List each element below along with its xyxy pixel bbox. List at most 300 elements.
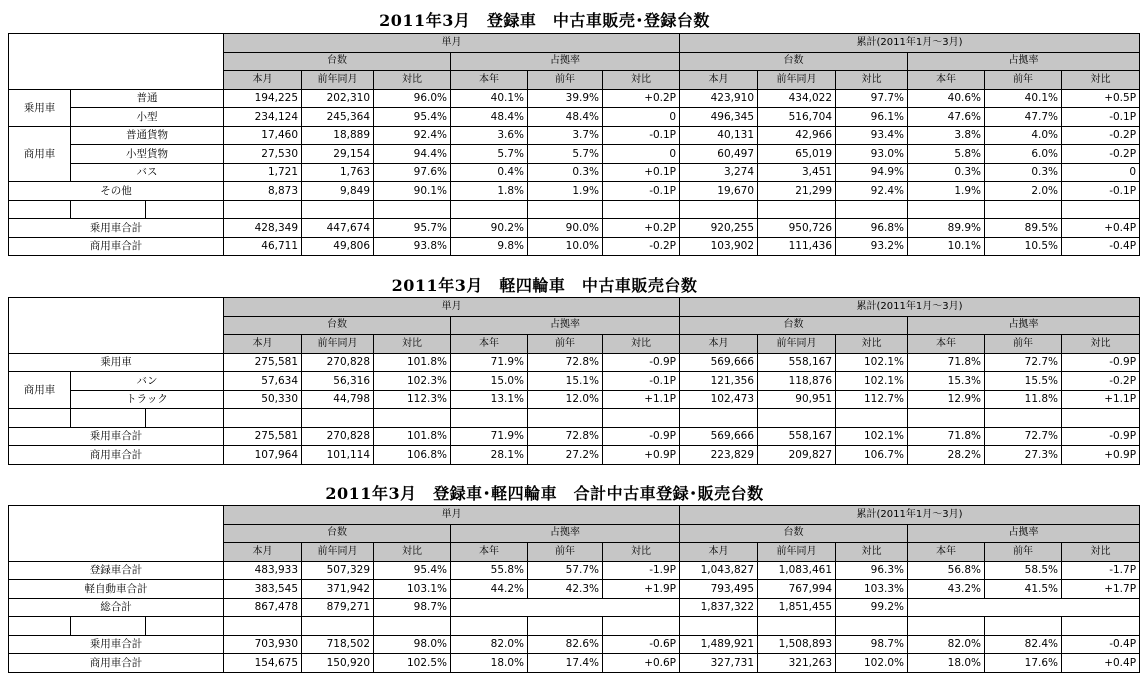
row-sublabel: トラック: [71, 390, 224, 409]
cell-c-prev: 209,827: [758, 446, 836, 465]
cell-c-this: 103,902: [680, 237, 758, 256]
spacer-cell: [528, 409, 603, 428]
header-prev-year: 前年: [528, 543, 603, 562]
table-row: [9, 635, 1140, 654]
cell-c-ratio: 102.1%: [836, 372, 908, 391]
spacer-cell: [758, 617, 836, 636]
header-corner: [9, 298, 224, 354]
cell-c-sy: 56.8%: [908, 561, 985, 580]
cell-m-this: 17,460: [224, 126, 302, 145]
cell-m-sr: 0: [603, 145, 680, 164]
header-units: 台数: [224, 52, 451, 71]
cell-c-sr: +0.9P: [1062, 446, 1140, 465]
cell-c-sp: 2.0%: [985, 182, 1062, 201]
cell-c-sy: 40.6%: [908, 89, 985, 108]
cell-m-sr: -0.1P: [603, 126, 680, 145]
cell-c-sy: 12.9%: [908, 390, 985, 409]
row-label: 乗用車合計: [9, 635, 224, 654]
spacer-cell: [603, 200, 680, 219]
spacer-cell: [146, 409, 224, 428]
cell-c-ratio: 93.0%: [836, 145, 908, 164]
cell-m-sy: 9.8%: [451, 237, 528, 256]
cell-c-sp: 17.6%: [985, 654, 1062, 673]
cell-m-sp: 39.9%: [528, 89, 603, 108]
spacer-cell: [1062, 200, 1140, 219]
cell-m-this: 383,545: [224, 580, 302, 599]
cell-c-prev: 558,167: [758, 427, 836, 446]
cell-c-this: 423,910: [680, 89, 758, 108]
spacer-cell: [908, 200, 985, 219]
spacer-cell: [9, 617, 71, 636]
header-share: 占拠率: [908, 524, 1140, 543]
cell-m-sy: 1.8%: [451, 182, 528, 201]
cell-m-sr: +0.1P: [603, 163, 680, 182]
header-prev-year-month: 前年同月: [758, 335, 836, 354]
cell-m-sr: -0.9P: [603, 427, 680, 446]
table-row: [9, 390, 1140, 409]
header-this-year: 本年: [451, 335, 528, 354]
cell-c-this: 3,274: [680, 163, 758, 182]
cell-m-prev: 1,763: [302, 163, 374, 182]
spacer-cell: [908, 409, 985, 428]
cell-c-ratio: 102.1%: [836, 427, 908, 446]
cell-m-this: 234,124: [224, 108, 302, 127]
cell-c-prev: 1,083,461: [758, 561, 836, 580]
spacer-cell: [146, 200, 224, 219]
cell-c-prev: 42,966: [758, 126, 836, 145]
cell-m-sp: 72.8%: [528, 427, 603, 446]
cell-c-prev: 65,019: [758, 145, 836, 164]
table-row: [9, 561, 1140, 580]
spacer-cell: [302, 200, 374, 219]
table-row: [9, 237, 1140, 256]
cell-m-this: 1,721: [224, 163, 302, 182]
cell-c-sp: 58.5%: [985, 561, 1062, 580]
cell-m-sp: 27.2%: [528, 446, 603, 465]
cell-c-sp: 40.1%: [985, 89, 1062, 108]
header-this-month: 本月: [680, 335, 758, 354]
group-label-passenger: 乗用車: [9, 89, 71, 126]
cell-m-this: 867,478: [224, 598, 302, 617]
table-row: [9, 598, 1140, 617]
cell-m-prev: 101,114: [302, 446, 374, 465]
cell-m-prev: 150,920: [302, 654, 374, 673]
spacer-cell: [224, 409, 302, 428]
cell-m-sy: 40.1%: [451, 89, 528, 108]
header-ratio: 対比: [374, 543, 451, 562]
cell-c-this: 496,345: [680, 108, 758, 127]
cell-c-sp: 47.7%: [985, 108, 1062, 127]
cell-m-ratio: 95.4%: [374, 108, 451, 127]
cell-c-sr: -1.7P: [1062, 561, 1140, 580]
cell-c-sp: 41.5%: [985, 580, 1062, 599]
cell-c-prev: 118,876: [758, 372, 836, 391]
row-label: 商用車合計: [9, 446, 224, 465]
header-corner: [9, 506, 224, 562]
cell-m-sy: 3.6%: [451, 126, 528, 145]
cell-m-sy: 13.1%: [451, 390, 528, 409]
cell-m-ratio: 101.8%: [374, 353, 451, 372]
row-label: 商用車合計: [9, 654, 224, 673]
cell-c-sp: 15.5%: [985, 372, 1062, 391]
cell-c-sr: -0.9P: [1062, 427, 1140, 446]
cell-m-sp: 48.4%: [528, 108, 603, 127]
header-share: 占拠率: [908, 316, 1140, 335]
cell-m-sr: 0: [603, 108, 680, 127]
cell-c-sy: 10.1%: [908, 237, 985, 256]
spacer-cell: [836, 409, 908, 428]
spacer-cell: [985, 200, 1062, 219]
table-row: [9, 145, 1140, 164]
header-this-year: 本年: [451, 543, 528, 562]
cell-m-prev: 507,329: [302, 561, 374, 580]
cell-m-sr: +0.9P: [603, 446, 680, 465]
spacer-cell: [528, 617, 603, 636]
spacer-cell: [758, 409, 836, 428]
header-cumulative: 累計(2011年1月～3月): [680, 298, 1140, 317]
cell-c-prev: 321,263: [758, 654, 836, 673]
cell-m-ratio: 90.1%: [374, 182, 451, 201]
header-share: 占拠率: [451, 524, 680, 543]
cell-m-sy: 90.2%: [451, 219, 528, 238]
cell-m-sy: 71.9%: [451, 427, 528, 446]
cell-m-sr: +1.1P: [603, 390, 680, 409]
cell-m-ratio: 98.0%: [374, 635, 451, 654]
kei-vehicles-table: [8, 297, 1140, 465]
header-share: 占拠率: [451, 52, 680, 71]
cell-m-ratio: 92.4%: [374, 126, 451, 145]
cell-m-this: 46,711: [224, 237, 302, 256]
spacer-cell: [603, 409, 680, 428]
cell-m-prev: 49,806: [302, 237, 374, 256]
cell-c-ratio: 96.3%: [836, 561, 908, 580]
spacer-cell: [302, 409, 374, 428]
cell-c-sy: 15.3%: [908, 372, 985, 391]
header-units: 台数: [224, 524, 451, 543]
header-prev-year-month: 前年同月: [758, 71, 836, 90]
cell-c-this: 102,473: [680, 390, 758, 409]
group-label-commercial: 商用車: [9, 372, 71, 409]
cell-c-sr: +0.4P: [1062, 654, 1140, 673]
cell-c-ratio: 94.9%: [836, 163, 908, 182]
row-label: 乗用車合計: [9, 427, 224, 446]
spacer-cell: [71, 617, 146, 636]
cell-m-ratio: 97.6%: [374, 163, 451, 182]
cell-m-sp: 42.3%: [528, 580, 603, 599]
spacer-cell: [528, 200, 603, 219]
cell-m-prev: 202,310: [302, 89, 374, 108]
row-label: 商用車合計: [9, 237, 224, 256]
cell-c-sr: +1.1P: [1062, 390, 1140, 409]
cell-m-this: 483,933: [224, 561, 302, 580]
row-label: 登録車合計: [9, 561, 224, 580]
cell-c-this: 223,829: [680, 446, 758, 465]
table-row: [9, 219, 1140, 238]
header-this-month: 本月: [224, 543, 302, 562]
cell-c-ratio: 102.1%: [836, 353, 908, 372]
row-sublabel: バン: [71, 372, 224, 391]
cell-c-sr: +0.5P: [1062, 89, 1140, 108]
cell-c-sr: -0.1P: [1062, 182, 1140, 201]
section3-title: 2011年3月 登録車･軽四輪車 合計中古車登録･販売台数: [325, 484, 764, 503]
spacer-cell: [9, 409, 71, 428]
cell-m-prev: 718,502: [302, 635, 374, 654]
table-row: [9, 353, 1140, 372]
spacer-cell: [146, 617, 224, 636]
group-label-commercial: 商用車: [9, 126, 71, 182]
cell-m-this: 154,675: [224, 654, 302, 673]
header-units: 台数: [680, 52, 908, 71]
header-prev-year: 前年: [985, 71, 1062, 90]
header-prev-year: 前年: [985, 335, 1062, 354]
row-label: その他: [9, 182, 224, 201]
cell-m-prev: 879,271: [302, 598, 374, 617]
cell-m-ratio: 101.8%: [374, 427, 451, 446]
cell-m-sp: 17.4%: [528, 654, 603, 673]
cell-m-sr: -0.1P: [603, 182, 680, 201]
spacer-cell: [374, 617, 451, 636]
row-sublabel: 普通貨物: [71, 126, 224, 145]
cell-c-prev: 516,704: [758, 108, 836, 127]
cell-c-prev: 3,451: [758, 163, 836, 182]
header-ratio: 対比: [603, 543, 680, 562]
cell-c-sy: 71.8%: [908, 427, 985, 446]
cell-m-this: 194,225: [224, 89, 302, 108]
cell-m-sy: 0.4%: [451, 163, 528, 182]
cell-m-sp: 90.0%: [528, 219, 603, 238]
cell-m-sr: +0.2P: [603, 219, 680, 238]
cell-c-prev: 950,726: [758, 219, 836, 238]
header-prev-year-month: 前年同月: [302, 335, 374, 354]
cell-m-prev: 18,889: [302, 126, 374, 145]
table-row: [9, 446, 1140, 465]
header-cumulative: 累計(2011年1月～3月): [680, 34, 1140, 53]
header-ratio: 対比: [1062, 71, 1140, 90]
cell-m-ratio: 103.1%: [374, 580, 451, 599]
cell-c-ratio: 99.2%: [836, 598, 908, 617]
cell-c-ratio: 102.0%: [836, 654, 908, 673]
empty-share-cell: [908, 598, 1140, 617]
cell-c-ratio: 98.7%: [836, 635, 908, 654]
header-this-year: 本年: [908, 543, 985, 562]
cell-m-sp: 5.7%: [528, 145, 603, 164]
cell-c-sy: 3.8%: [908, 126, 985, 145]
cell-c-ratio: 96.1%: [836, 108, 908, 127]
cell-m-ratio: 98.7%: [374, 598, 451, 617]
cell-m-this: 275,581: [224, 427, 302, 446]
cell-c-this: 920,255: [680, 219, 758, 238]
cell-c-sy: 5.8%: [908, 145, 985, 164]
spacer-cell: [451, 200, 528, 219]
cell-m-sy: 15.0%: [451, 372, 528, 391]
table-row: [9, 427, 1140, 446]
cell-m-sp: 72.8%: [528, 353, 603, 372]
table-row: [9, 372, 1140, 391]
header-ratio: 対比: [836, 71, 908, 90]
cell-m-sy: 82.0%: [451, 635, 528, 654]
cell-c-ratio: 106.7%: [836, 446, 908, 465]
cell-m-sy: 18.0%: [451, 654, 528, 673]
header-this-month: 本月: [224, 335, 302, 354]
cell-m-sp: 15.1%: [528, 372, 603, 391]
cell-m-this: 275,581: [224, 353, 302, 372]
cell-c-sr: -0.1P: [1062, 108, 1140, 127]
cell-m-ratio: 112.3%: [374, 390, 451, 409]
cell-c-prev: 767,994: [758, 580, 836, 599]
spacer-cell: [758, 200, 836, 219]
header-single-month: 単月: [224, 298, 680, 317]
cell-c-prev: 434,022: [758, 89, 836, 108]
cell-c-sy: 43.2%: [908, 580, 985, 599]
cell-c-prev: 1,851,455: [758, 598, 836, 617]
header-this-year: 本年: [908, 71, 985, 90]
header-this-year: 本年: [451, 71, 528, 90]
cell-c-prev: 90,951: [758, 390, 836, 409]
cell-m-prev: 9,849: [302, 182, 374, 201]
cell-c-sp: 82.4%: [985, 635, 1062, 654]
cell-c-sy: 1.9%: [908, 182, 985, 201]
combined-vehicles-table: [8, 505, 1140, 673]
row-sublabel: 普通: [71, 89, 224, 108]
spacer-cell: [985, 409, 1062, 428]
row-label: 乗用車合計: [9, 219, 224, 238]
spacer-cell: [302, 617, 374, 636]
header-prev-year: 前年: [528, 335, 603, 354]
header-single-month: 単月: [224, 506, 680, 525]
cell-c-sr: -0.4P: [1062, 635, 1140, 654]
cell-m-sr: -1.9P: [603, 561, 680, 580]
table-row: [9, 580, 1140, 599]
cell-m-sp: 82.6%: [528, 635, 603, 654]
cell-m-sy: 5.7%: [451, 145, 528, 164]
cell-c-this: 1,043,827: [680, 561, 758, 580]
cell-m-this: 50,330: [224, 390, 302, 409]
cell-c-ratio: 97.7%: [836, 89, 908, 108]
cell-c-this: 1,489,921: [680, 635, 758, 654]
header-ratio: 対比: [374, 71, 451, 90]
cell-m-this: 428,349: [224, 219, 302, 238]
spacer-cell: [224, 200, 302, 219]
cell-m-this: 27,530: [224, 145, 302, 164]
cell-m-prev: 44,798: [302, 390, 374, 409]
section2-title: 2011年3月 軽四輪車 中古車販売台数: [391, 276, 698, 295]
cell-c-this: 19,670: [680, 182, 758, 201]
spacer-cell: [1062, 617, 1140, 636]
cell-c-this: 1,837,322: [680, 598, 758, 617]
cell-c-this: 793,495: [680, 580, 758, 599]
header-prev-year: 前年: [985, 543, 1062, 562]
cell-c-ratio: 92.4%: [836, 182, 908, 201]
cell-m-sp: 12.0%: [528, 390, 603, 409]
cell-m-sp: 57.7%: [528, 561, 603, 580]
header-share: 占拠率: [451, 316, 680, 335]
cell-m-this: 703,930: [224, 635, 302, 654]
row-sublabel: 小型: [71, 108, 224, 127]
cell-m-ratio: 106.8%: [374, 446, 451, 465]
cell-c-sp: 4.0%: [985, 126, 1062, 145]
header-corner: [9, 34, 224, 90]
spacer-cell: [603, 617, 680, 636]
spacer-cell: [224, 617, 302, 636]
cell-m-sr: +0.2P: [603, 89, 680, 108]
spacer-cell: [680, 200, 758, 219]
header-units: 台数: [224, 316, 451, 335]
cell-c-prev: 21,299: [758, 182, 836, 201]
spacer-cell: [985, 617, 1062, 636]
header-ratio: 対比: [374, 335, 451, 354]
cell-m-prev: 245,364: [302, 108, 374, 127]
cell-c-sp: 0.3%: [985, 163, 1062, 182]
cell-c-this: 327,731: [680, 654, 758, 673]
row-sublabel: バス: [71, 163, 224, 182]
cell-c-sr: -0.9P: [1062, 353, 1140, 372]
cell-m-sy: 55.8%: [451, 561, 528, 580]
cell-c-sy: 82.0%: [908, 635, 985, 654]
table-row: [9, 654, 1140, 673]
cell-c-sp: 6.0%: [985, 145, 1062, 164]
cell-m-sr: +0.6P: [603, 654, 680, 673]
spacer-cell: [908, 617, 985, 636]
header-this-month: 本月: [680, 71, 758, 90]
cell-c-sp: 72.7%: [985, 353, 1062, 372]
cell-c-sy: 18.0%: [908, 654, 985, 673]
cell-c-sp: 27.3%: [985, 446, 1062, 465]
row-label: 総合計: [9, 598, 224, 617]
header-prev-year: 前年: [528, 71, 603, 90]
cell-c-sr: +0.4P: [1062, 219, 1140, 238]
table-row: [9, 163, 1140, 182]
header-units: 台数: [680, 316, 908, 335]
cell-m-sy: 44.2%: [451, 580, 528, 599]
header-prev-year-month: 前年同月: [302, 71, 374, 90]
cell-m-sy: 48.4%: [451, 108, 528, 127]
spacer-cell: [836, 617, 908, 636]
header-single-month: 単月: [224, 34, 680, 53]
cell-c-sy: 89.9%: [908, 219, 985, 238]
table-row: [9, 126, 1140, 145]
spacer-cell: [71, 409, 146, 428]
cell-m-ratio: 102.5%: [374, 654, 451, 673]
cell-c-sr: 0: [1062, 163, 1140, 182]
header-this-month: 本月: [224, 71, 302, 90]
row-label: 乗用車: [9, 353, 224, 372]
cell-m-sp: 1.9%: [528, 182, 603, 201]
header-prev-year-month: 前年同月: [302, 543, 374, 562]
cell-c-prev: 558,167: [758, 353, 836, 372]
cell-m-prev: 56,316: [302, 372, 374, 391]
cell-c-this: 40,131: [680, 126, 758, 145]
cell-c-prev: 111,436: [758, 237, 836, 256]
cell-c-this: 569,666: [680, 427, 758, 446]
header-prev-year-month: 前年同月: [758, 543, 836, 562]
cell-c-sy: 0.3%: [908, 163, 985, 182]
cell-c-sr: -0.2P: [1062, 145, 1140, 164]
cell-m-ratio: 96.0%: [374, 89, 451, 108]
row-sublabel: 小型貨物: [71, 145, 224, 164]
spacer-cell: [680, 617, 758, 636]
spacer-cell: [1062, 409, 1140, 428]
cell-c-sy: 71.8%: [908, 353, 985, 372]
table-row: [9, 108, 1140, 127]
table-row: [9, 182, 1140, 201]
cell-m-sr: -0.2P: [603, 237, 680, 256]
header-ratio: 対比: [836, 335, 908, 354]
cell-c-ratio: 112.7%: [836, 390, 908, 409]
cell-c-this: 60,497: [680, 145, 758, 164]
cell-m-sy: 28.1%: [451, 446, 528, 465]
cell-m-ratio: 93.8%: [374, 237, 451, 256]
cell-m-ratio: 102.3%: [374, 372, 451, 391]
